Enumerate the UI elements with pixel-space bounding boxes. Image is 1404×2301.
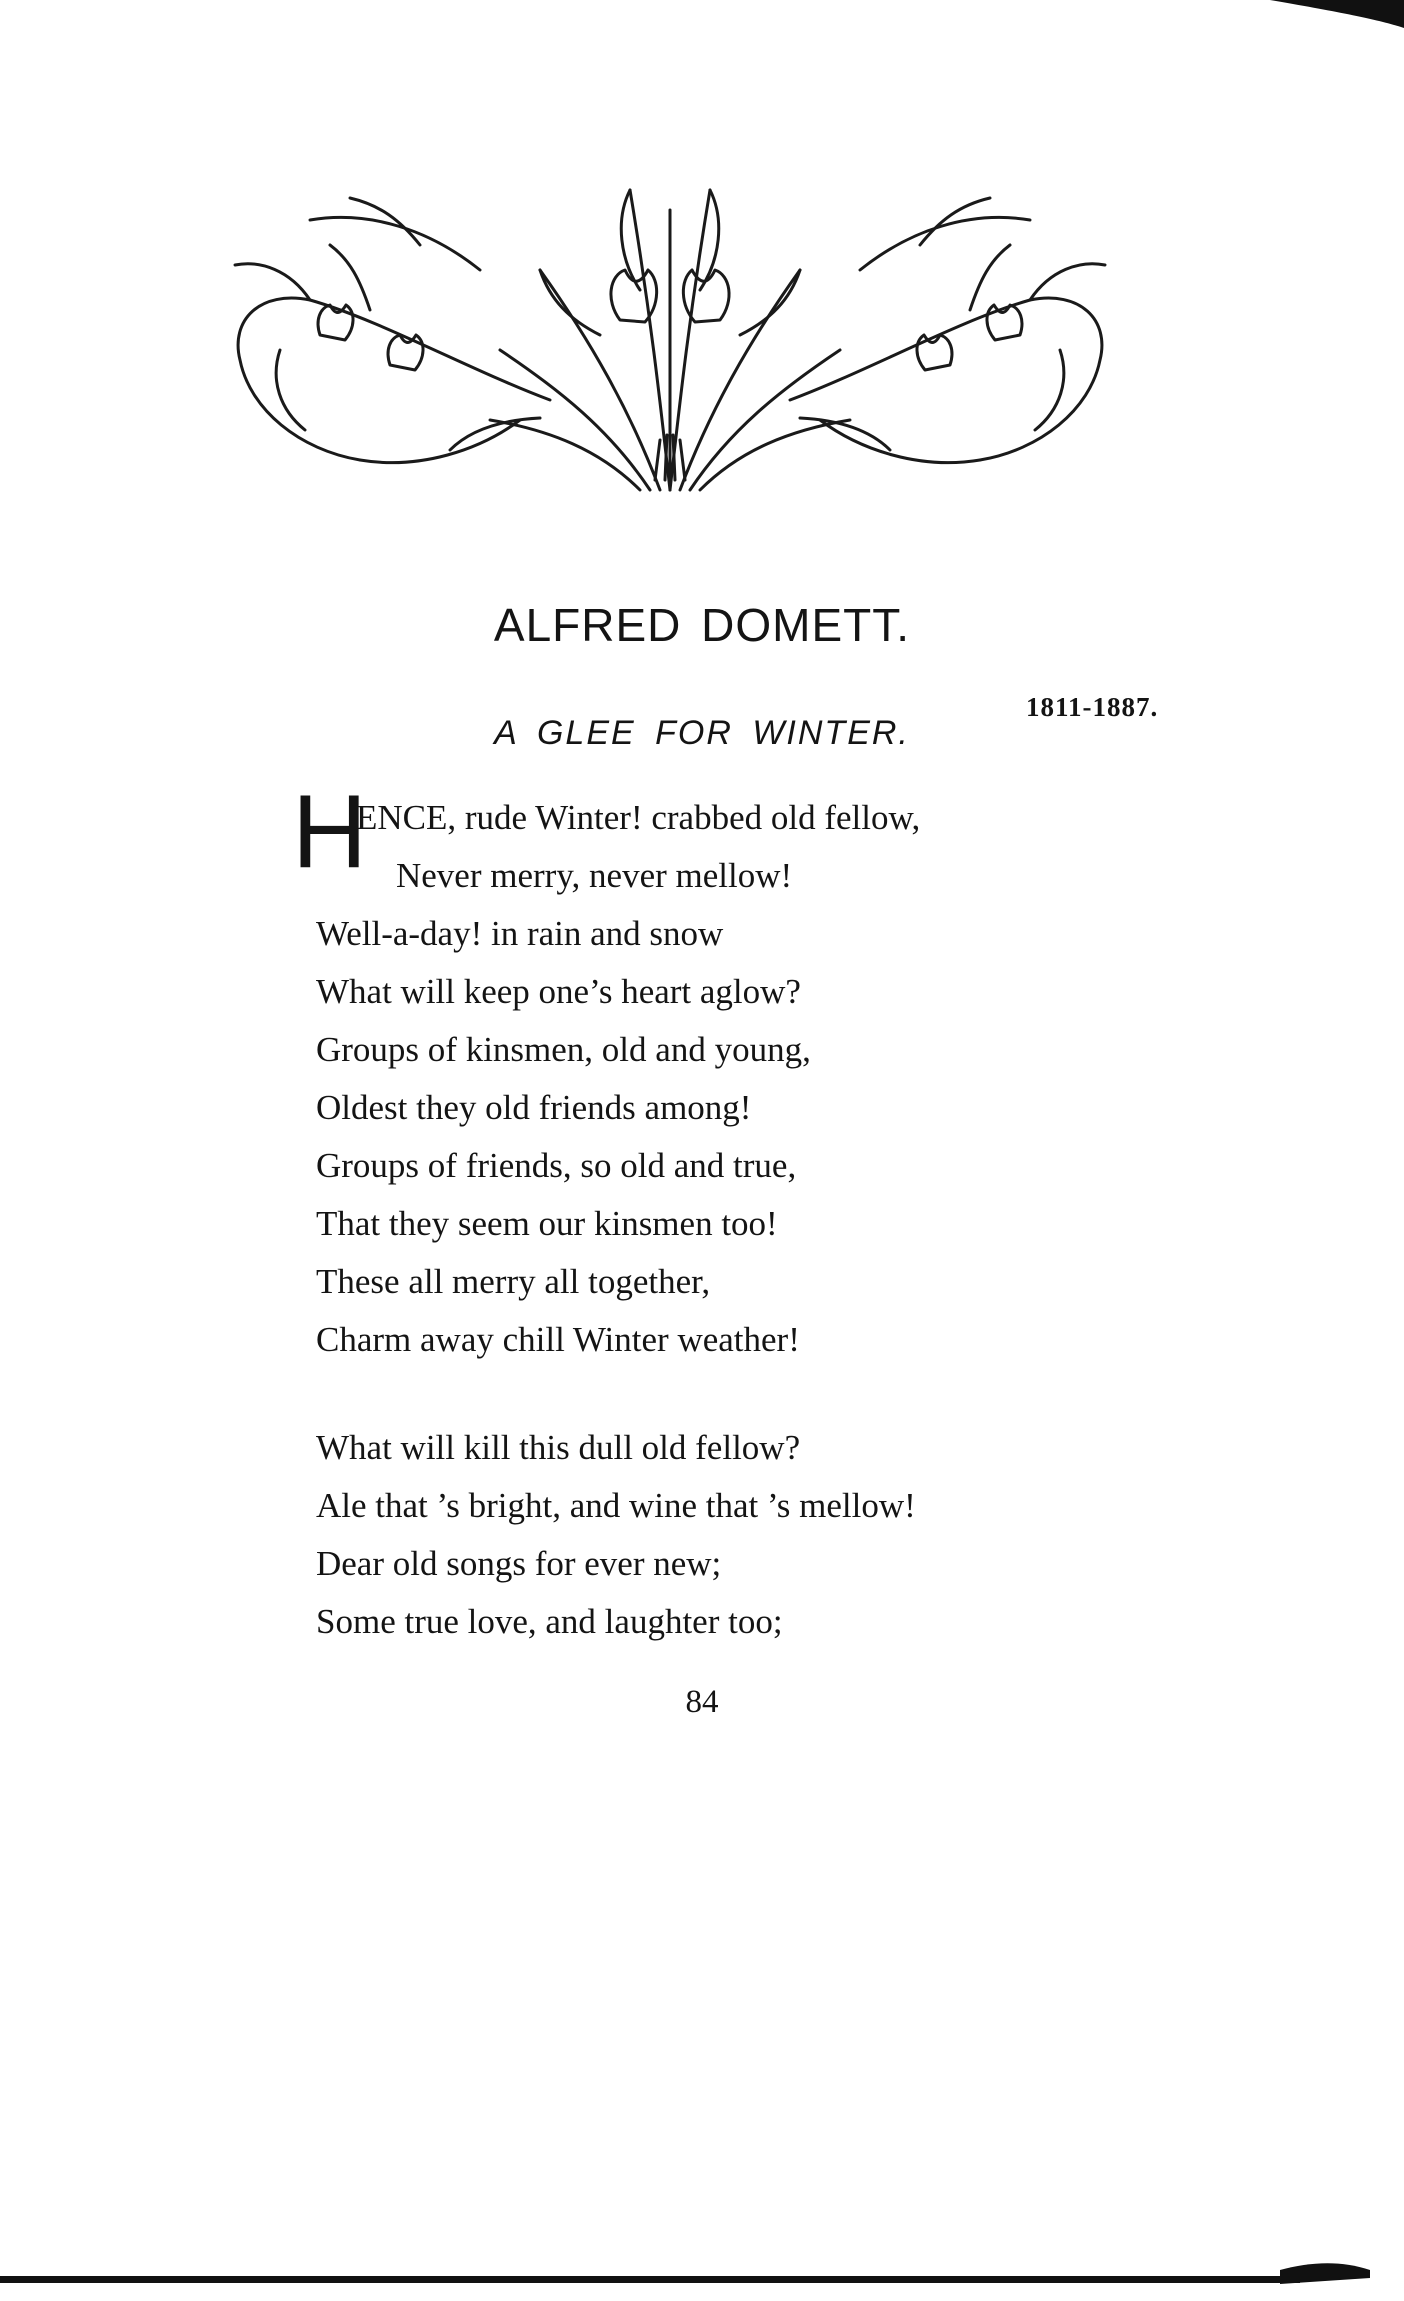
left-vine (235, 198, 550, 463)
central-leaf-tuft (490, 190, 850, 490)
corner-smudge-icon (1270, 0, 1404, 40)
poem-line: That they seem our kinsmen too! (316, 1204, 778, 1243)
poem-line: Well-a-day! in rain and snow (316, 914, 724, 953)
poem-line: What will kill this dull old fellow? (316, 1428, 801, 1467)
poem-line: Ale that ’s bright, and wine that ’s mellow! (316, 1486, 916, 1525)
poem-line: These all merry all together, (316, 1262, 711, 1301)
poem-line: Groups of kinsmen, old and young, (316, 1030, 811, 1069)
poem-line: Groups of friends, so old and true, (316, 1146, 797, 1185)
right-vine (790, 198, 1105, 463)
poem-line: Oldest they old friends among! (316, 1088, 752, 1127)
author-dates: 1811-1887. (1026, 692, 1159, 722)
drop-cap: H (292, 774, 368, 890)
bottom-rule-icon (0, 2240, 1404, 2301)
poem-line: Never merry, never mellow! (396, 856, 793, 895)
author-name: ALFRED DOMETT. (493, 599, 911, 651)
poem-line: Charm away chill Winter weather! (316, 1320, 800, 1359)
poem-line: ENCE, rude Winter! crabbed old fellow, (356, 798, 921, 837)
poem-line: Dear old songs for ever new; (316, 1544, 722, 1583)
poem-line: What will keep one’s heart aglow? (316, 972, 801, 1011)
poem-title: A GLEE FOR WINTER. (494, 714, 910, 752)
page-number: 84 (685, 1684, 719, 1720)
poem-line: Some true love, and laughter too; (316, 1602, 783, 1641)
floral-headpiece-icon (220, 150, 1120, 520)
